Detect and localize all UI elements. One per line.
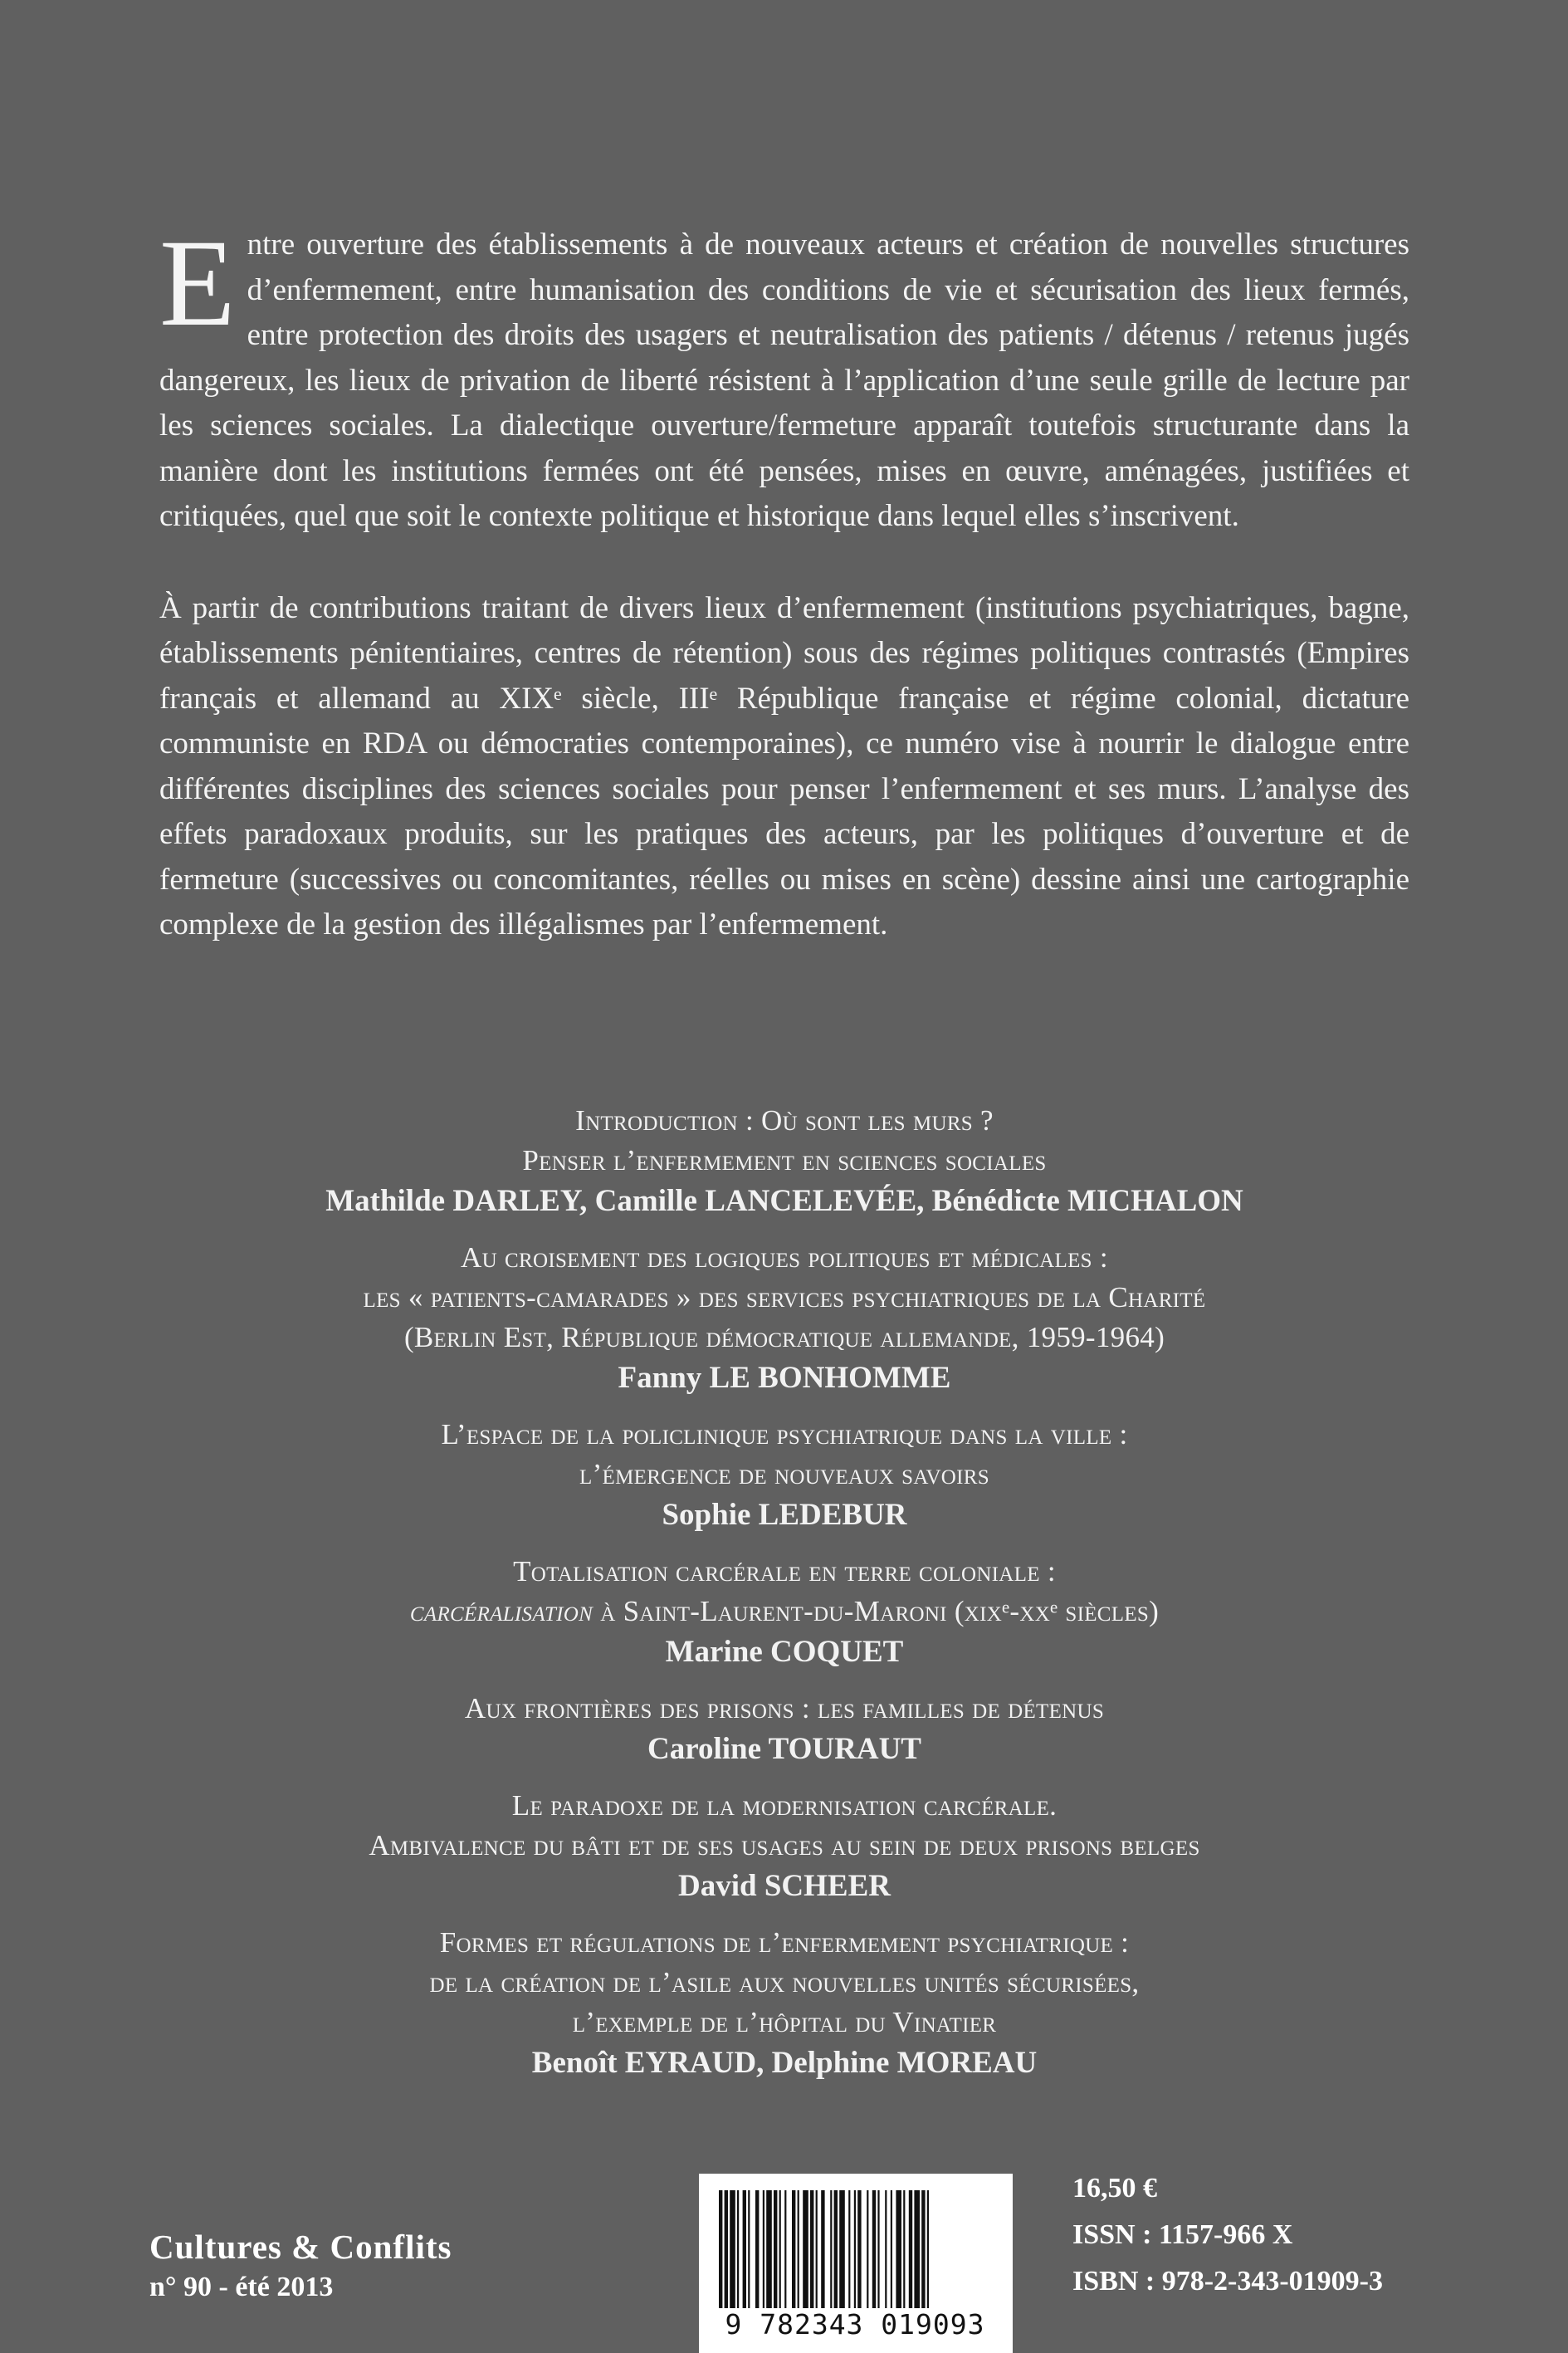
barcode-bar — [848, 2190, 850, 2308]
toc-title-line: Formes et régulations de l’enfermement psychiatrique : — [439, 1926, 1130, 1959]
abstract-paragraph-1 — [159, 214, 1409, 540]
toc-authors: Mathilde DARLEY, Camille LANCELEVÉE, Bénédicte MICHALON — [325, 1184, 1243, 1218]
toc-title-line: Introduction : Où sont les murs ? — [575, 1104, 994, 1137]
barcode-bar — [821, 2190, 824, 2308]
barcode-bar — [896, 2190, 901, 2308]
barcode-bar — [816, 2190, 818, 2308]
barcode-bar — [779, 2190, 781, 2308]
isbn: ISBN : 978-2-343-01909-3 — [1072, 2266, 1383, 2297]
barcode-bar — [803, 2190, 808, 2308]
toc-title-line: Totalisation carcérale en terre coloniale : — [513, 1555, 1056, 1587]
barcode-bar — [927, 2190, 929, 2308]
toc-authors: Marine COQUET — [665, 1635, 904, 1669]
barcode-bar — [730, 2190, 735, 2308]
barcode-bar — [766, 2190, 772, 2308]
toc-title-line: l’exemple de l’hôpital du Vinatier — [572, 2006, 997, 2038]
toc-entry-frontieres — [158, 1689, 1411, 1770]
barcode-bar — [725, 2190, 728, 2308]
barcode-bar — [763, 2190, 764, 2308]
barcode-bar — [877, 2190, 879, 2308]
toc-authors: Sophie LEDEBUR — [662, 1498, 907, 1532]
toc-title-line: L’espace de la policlinique psychiatrique dans la ville : — [441, 1418, 1128, 1450]
toc-entry-formes — [158, 1923, 1411, 2084]
barcode-bar — [891, 2190, 892, 2308]
pricing-info — [1072, 2165, 1383, 2305]
toc-title-line: Au croisement des logiques politiques et médicales : — [461, 1241, 1108, 1274]
toc-title-line: Aux frontières des prisons : les familles de détenus — [464, 1692, 1105, 1724]
toc-authors: David SCHEER — [678, 1869, 891, 1903]
toc-entry-policlinique — [158, 1415, 1411, 1536]
barcode-bar — [872, 2190, 876, 2308]
toc-entry-charite — [158, 1238, 1411, 1399]
toc-title-line: Le paradoxe de la modernisation carcérale. — [511, 1789, 1058, 1822]
abstract-paragraph-1-text: ntre ouverture des établissements à de nouveaux acteurs et création de nouvelles structures d’enfermement, entre humanisation des conditions de vie et sécurisation des lieux fermés, entre protection des droits des usagers et neutralisation des patients / détenus / retenus jugés dangereux, les lieux de privation de liberté résistent à l’application d’une seule grille de lecture par les sciences sociales. La dialectique ouverture/fermeture apparaît toutefois structurante dans la manière dont les institutions fermées ont été pensées, mises en œuvre, aménagées, justifiées et critiquées, quel que soit le contexte politique et historique dans lequel elles s’inscrivent. — [159, 227, 1409, 533]
barcode-bar — [774, 2190, 777, 2308]
toc-title-line: (Berlin Est, République démocratique allemande, 1959-1964) — [403, 1321, 1165, 1353]
barcode-bar — [719, 2190, 722, 2308]
toc-authors: Caroline TOURAUT — [647, 1732, 921, 1766]
series-issue: n° 90 - été 2013 — [149, 2272, 334, 2302]
abstract-paragraph-2: À partir de contributions traitant de divers lieux d’enfermement (institutions psychiatriques, bagne, établissements pénitentiaires, centres de rétention) sous des régimes politiques contrastés (Empires français et allemand au XIXᵉ siècle, IIIᵉ République française et régime colonial, dictature communiste en RDA ou démocraties contemporaines), ce numéro vise à nourrir le dialogue entre différentes disciplines des sciences sociales pour penser l’enfermement et ses murs. L’analyse des effets paradoxaux produits, sur les pratiques des acteurs, par les politiques d’ouverture et de fermeture (successives ou concomitantes, réelles ou mises en scène) dessine ainsi une cartographie complexe de la gestion des illégalismes par l’enfermement. — [159, 590, 1409, 942]
barcode-bar — [854, 2190, 856, 2308]
barcode-bar — [798, 2190, 799, 2308]
barcode — [699, 2174, 1013, 2353]
toc-title-line — [158, 1592, 1411, 1631]
series-title: Cultures & Conflits — [149, 2228, 452, 2266]
toc-title-line-rest: à Saint-Laurent-du-Maroni (xixᵉ-xxᵉ siècles) — [593, 1595, 1160, 1627]
toc-entry-paradoxe — [158, 1786, 1411, 1907]
barcode-bar — [755, 2190, 759, 2308]
toc-title-line: les « patients-camarades » des services psychiatriques de la Charité — [363, 1281, 1206, 1313]
table-of-contents — [158, 1101, 1411, 2084]
toc-italic-term: carcéralisation — [409, 1595, 593, 1627]
barcode-bar — [885, 2190, 887, 2308]
abstract — [159, 214, 1409, 948]
toc-authors: Benoît EYRAUD, Delphine MOREAU — [531, 2046, 1038, 2080]
barcode-bar — [784, 2190, 786, 2308]
barcode-bar — [903, 2190, 905, 2308]
barcode-bar — [830, 2190, 832, 2308]
barcode-bar — [748, 2190, 750, 2308]
toc-entry-introduction — [158, 1101, 1411, 1222]
barcode-bar — [737, 2190, 739, 2308]
toc-authors: Fanny LE BONHOMME — [618, 1361, 951, 1395]
barcode-bar — [834, 2190, 838, 2308]
toc-title-line: Penser l’enfermement en sciences sociales — [522, 1144, 1047, 1176]
barcode-bar — [792, 2190, 795, 2308]
barcode-digits: 9 782343 019093 — [725, 2308, 985, 2341]
barcode-bar — [743, 2190, 746, 2308]
toc-entry-totalisation — [158, 1552, 1411, 1673]
dropcap-letter: E — [159, 214, 236, 352]
series-info — [149, 2225, 452, 2307]
toc-title-line: Ambivalence du bâti et de ses usages au sein de deux prisons belges — [369, 1829, 1200, 1861]
toc-title-line: l’émergence de nouveaux savoirs — [579, 1458, 989, 1490]
barcode-bars — [717, 2190, 993, 2308]
barcode-bar — [810, 2190, 813, 2308]
barcode-bar — [857, 2190, 861, 2308]
price: 16,50 € — [1072, 2173, 1157, 2204]
barcode-bar — [839, 2190, 845, 2308]
barcode-bar — [867, 2190, 868, 2308]
toc-title-line: de la création de l’asile aux nouvelles unités sécurisées, — [429, 1966, 1140, 1998]
barcode-bar — [914, 2190, 920, 2308]
barcode-bar — [921, 2190, 925, 2308]
issn: ISSN : 1157-966 X — [1072, 2219, 1293, 2250]
barcode-bar — [909, 2190, 912, 2308]
